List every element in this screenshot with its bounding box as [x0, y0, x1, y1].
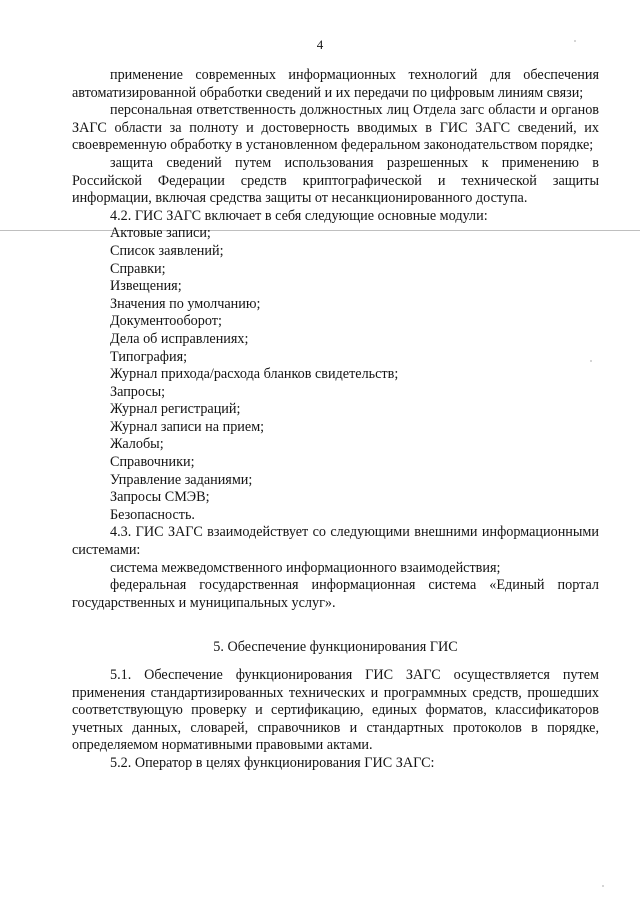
module-item: Журнал регистраций; — [110, 401, 241, 418]
module-item: Справки; — [110, 260, 166, 277]
module-item: Запросы СМЭВ; — [110, 489, 210, 506]
section-4-2-intro: 4.2. ГИС ЗАГС включает в себя следующие основные модули: — [110, 207, 488, 224]
paragraph-modern-technologies: применение современных информационных технологий для обеспечения автоматизированной обработки сведений и их передачи по цифровым линиям связи; — [72, 67, 599, 101]
paragraph-personal-responsibility: персональная ответственность должностных лиц Отдела загс области и органов ЗАГС области за полноту и достоверность вводимых в ГИС ЗАГС сведений, их своевременную обработку в установленном федеральном законодательством порядке; — [72, 102, 599, 154]
module-item: Справочники; — [110, 454, 195, 471]
paragraph-data-protection: защита сведений путем использования разрешенных к применению в Российской Федерации средств криптографической и технической защиты информации, включая средства защиты от несанкционированного доступа. — [72, 154, 599, 207]
module-item: Журнал прихода/расхода бланков свидетельств; — [110, 366, 399, 383]
module-item: Значения по умолчанию; — [110, 295, 261, 312]
module-item: Управление заданиями; — [110, 471, 253, 488]
module-item: Жалобы; — [110, 436, 164, 453]
module-item: Список заявлений; — [110, 242, 224, 259]
module-item: Дела об исправлениях; — [110, 330, 249, 347]
module-item: Безопасность. — [110, 506, 195, 523]
page-number: 4 — [316, 37, 324, 52]
scan-speck — [602, 885, 604, 887]
section-4-3-intro: 4.3. ГИС ЗАГС взаимодействует со следующими внешними информационными системами: — [72, 524, 599, 559]
paragraph-5-1: 5.1. Обеспечение функционирования ГИС ЗАГС осуществляется путем применения стандартизированных технических и программных средств, прошедших соответствующую проверку и сертификацию, единых форматов, классификаторов учетных данных, словарей, справочников и стандартных протоколов в порядке, определяемом нормативными правовыми актами. — [72, 667, 599, 754]
modules-list — [72, 225, 599, 524]
paragraph-5-2: 5.2. Оператор в целях функционирования ГИС ЗАГС: — [110, 754, 435, 771]
module-item: Документооборот; — [110, 313, 222, 330]
module-item: Журнал записи на прием; — [110, 418, 265, 435]
scan-speck — [574, 40, 576, 42]
module-item: Запросы; — [110, 383, 166, 400]
module-item: Извещения; — [110, 278, 182, 295]
document-body — [72, 67, 599, 773]
external-system-item: система межведомственного информационного взаимодействия; — [110, 559, 501, 576]
external-system-item: федеральная государственная информационная система «Единый портал государственных и муниципальных услуг». — [72, 577, 599, 611]
module-item: Актовые записи; — [110, 225, 211, 242]
module-item: Типография; — [110, 348, 188, 365]
section-5-heading: 5. Обеспечение функционирования ГИС — [213, 639, 458, 656]
